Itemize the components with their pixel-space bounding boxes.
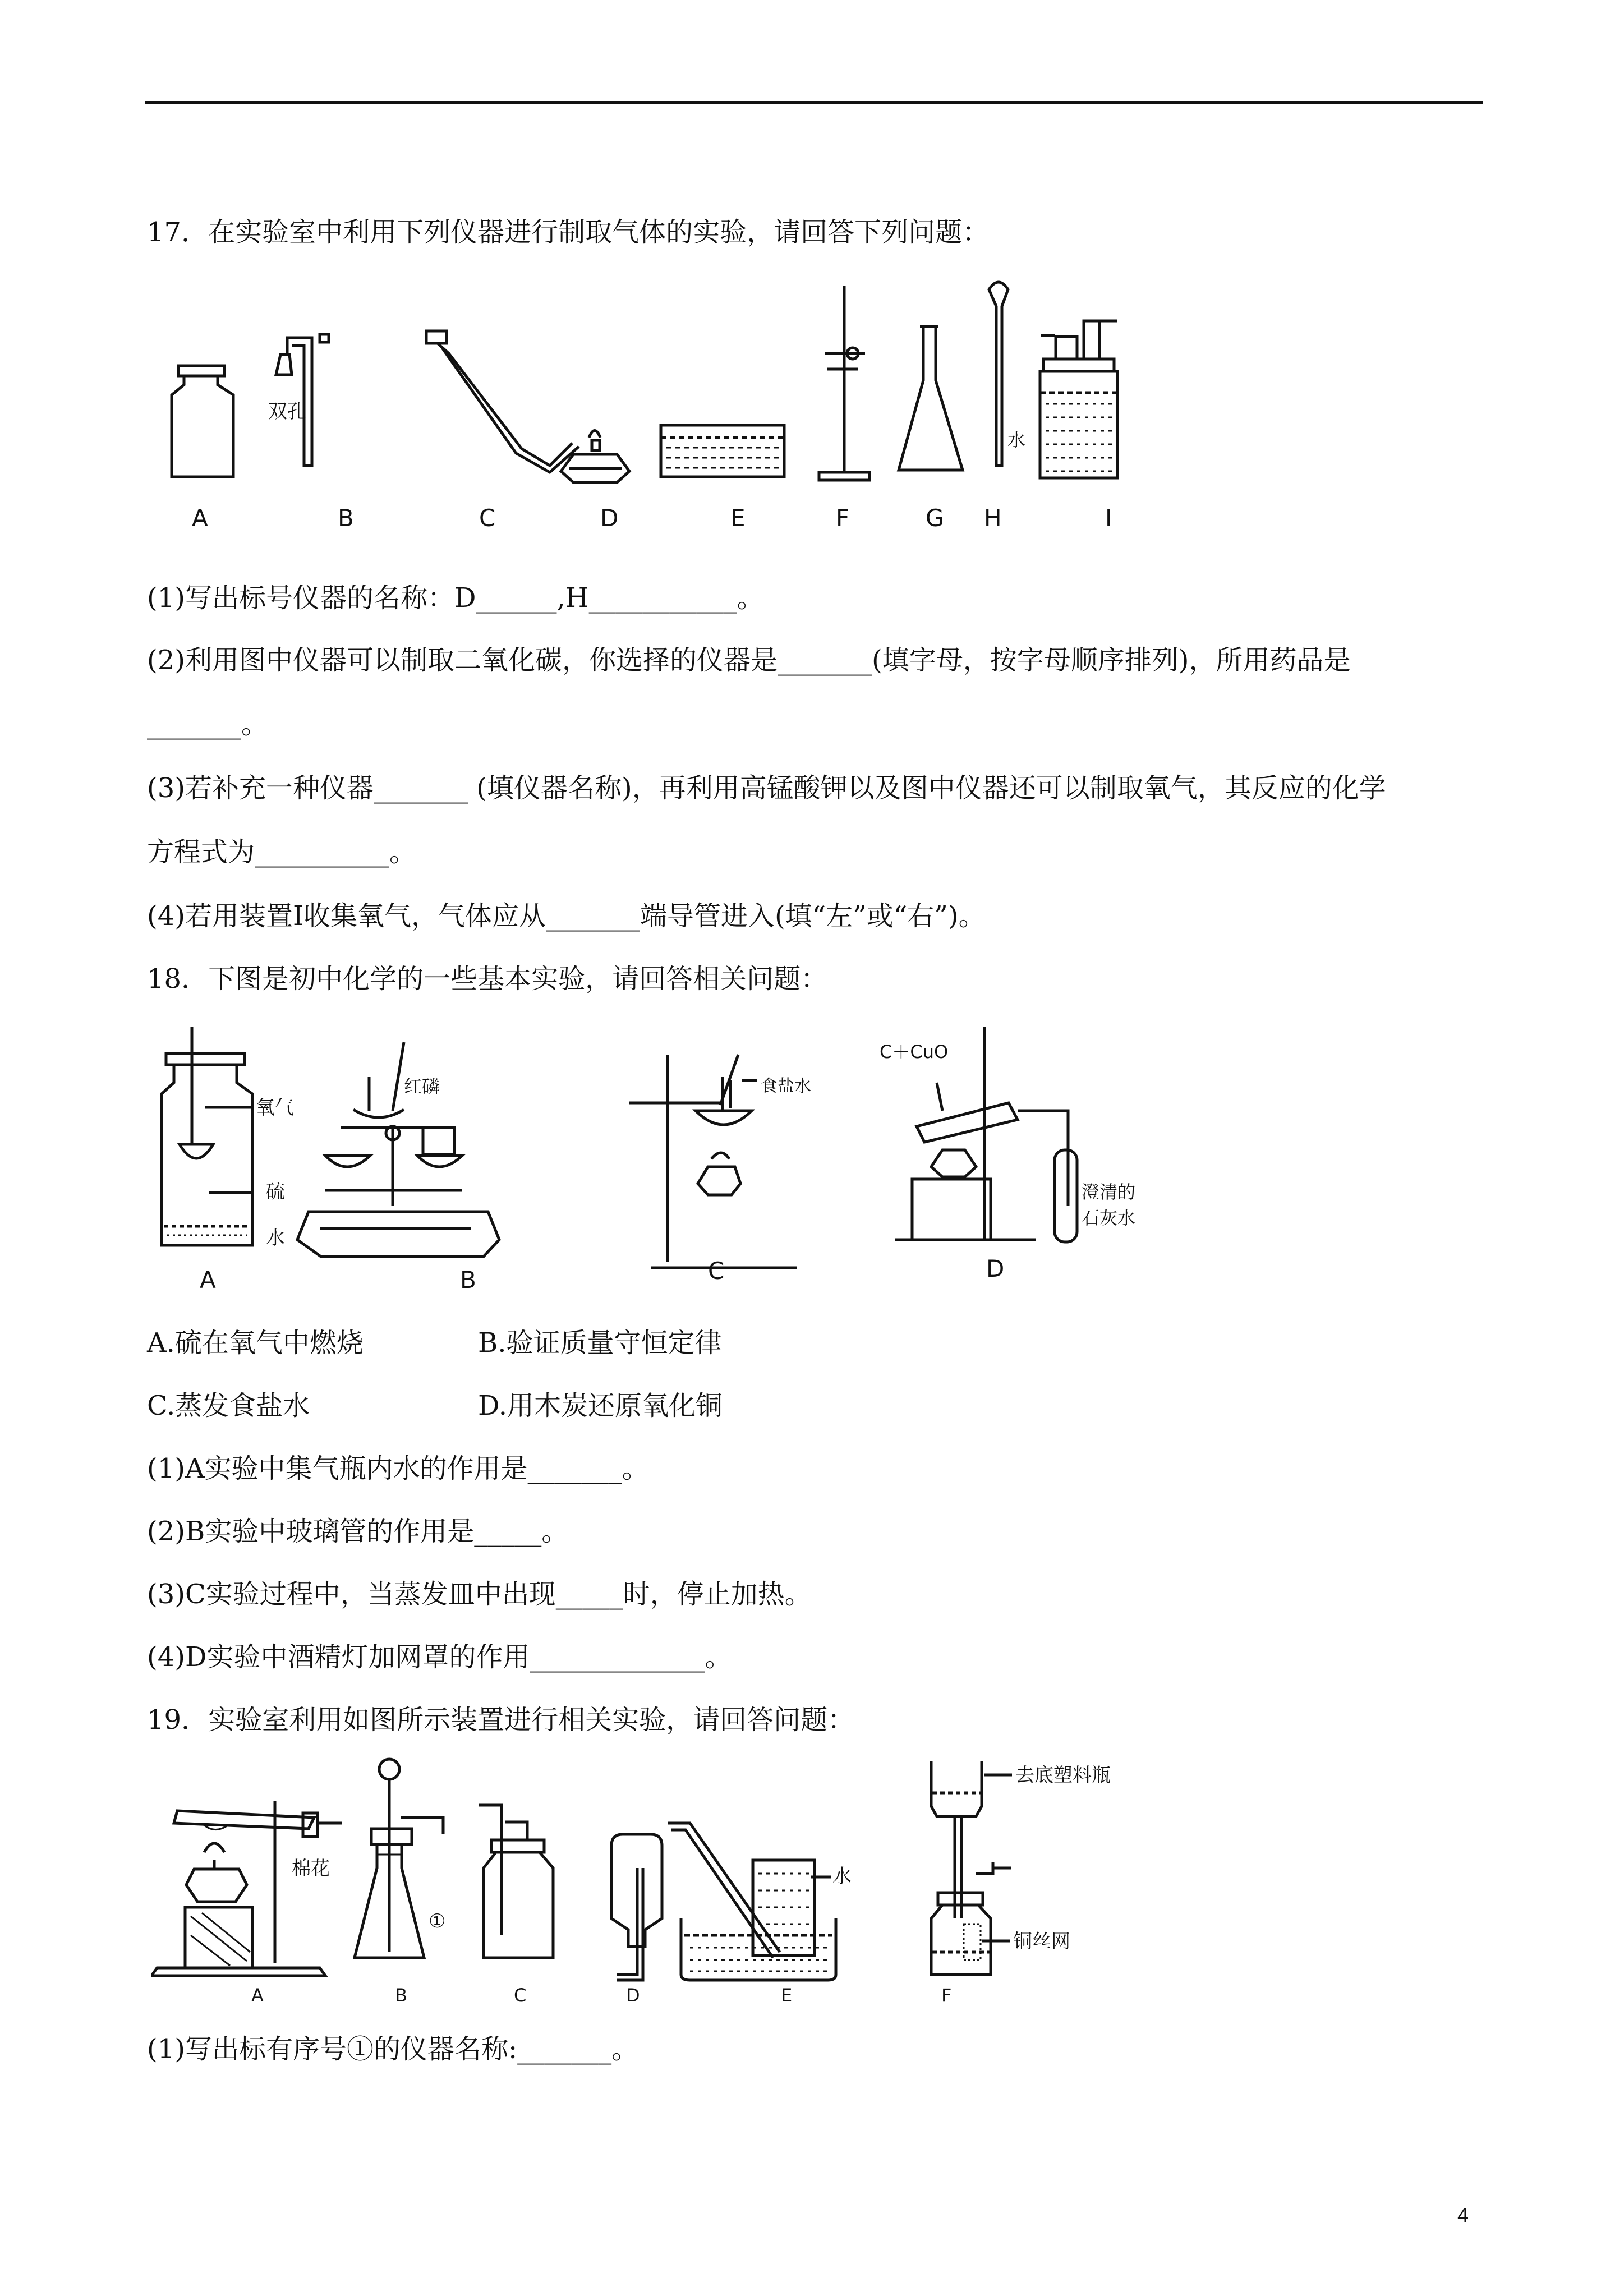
q18-label-shui: 水 xyxy=(266,1227,285,1249)
q18-label-c: C xyxy=(708,1257,725,1285)
q18-title: 18．下图是初中化学的一些基本实验，请回答相关问题： xyxy=(147,963,828,995)
q18-part4: (4)D实验中酒精灯加网罩的作用_____________。 xyxy=(147,1641,732,1673)
q18-part3: (3)C实验过程中，当蒸发皿中出现_____时，停止加热。 xyxy=(147,1579,812,1610)
q19-label-tongsi: 铜丝网 xyxy=(1013,1930,1070,1953)
q18-jar-a xyxy=(162,1027,252,1245)
q17-trough-e xyxy=(661,425,784,477)
q19-inverted-d xyxy=(611,1834,662,1980)
q18-label-liu: 硫 xyxy=(266,1181,285,1203)
q17-part3-line1: (3)若补充一种仪器_______ (填仪器名称)，再利用高锰酸钾以及图中仪器还可以制取氧气，其反应的化学 xyxy=(147,772,1386,804)
q17-conical-flask-g xyxy=(899,326,963,470)
q19-label-c: C xyxy=(514,1985,527,2006)
q17-funnel-h xyxy=(989,282,1008,466)
q17-label-a: A xyxy=(192,504,208,532)
page-number: 4 xyxy=(1457,2203,1469,2226)
q18-part2: (2)B实验中玻璃管的作用是_____。 xyxy=(147,1516,569,1547)
q19-label-e: E xyxy=(781,1985,793,2006)
q18-option-b: B.验证质量守恒定律 xyxy=(478,1327,722,1359)
q17-label-i: I xyxy=(1105,504,1112,532)
q18-label-shihuishui: 石灰水 xyxy=(1082,1207,1136,1228)
q18-balance-b xyxy=(297,1042,499,1257)
q19-label-a: A xyxy=(251,1985,264,2006)
q18-label-yangqi: 氧气 xyxy=(256,1097,294,1119)
q19-trough-e xyxy=(668,1823,836,1980)
q17-label-h: H xyxy=(984,504,1002,532)
q19-title: 19．实验室利用如图所示装置进行相关实验，请回答问题： xyxy=(147,1704,855,1736)
q18-experiments-figure xyxy=(157,1027,1167,1307)
q19-label-mianhua: 棉花 xyxy=(292,1857,330,1880)
q19-label-qudi: 去底塑料瓶 xyxy=(1015,1764,1111,1787)
q17-iron-stand-f xyxy=(819,286,869,480)
q19-apparatus-figure xyxy=(151,1750,1139,2008)
q19-part1: (1)写出标有序号①的仪器名称:_______。 xyxy=(147,2033,639,2065)
q17-label-shui: 水 xyxy=(1007,429,1026,450)
q18-label-a: A xyxy=(200,1266,216,1294)
q17-part1: (1)写出标号仪器的名称：D______,H___________。 xyxy=(147,582,764,614)
header-rule xyxy=(145,101,1483,104)
q19-label-shui: 水 xyxy=(832,1865,852,1888)
q17-label-e: E xyxy=(730,504,746,532)
q18-label-chengqing: 澄清的 xyxy=(1082,1181,1136,1203)
q19-label-b: B xyxy=(395,1985,407,2006)
q18-label-b: B xyxy=(460,1266,476,1294)
q17-apparatus-figure xyxy=(157,275,1195,539)
q19-label-circle1: ① xyxy=(429,1910,446,1932)
q17-label-f: F xyxy=(836,504,850,532)
q18-label-d: D xyxy=(986,1255,1005,1282)
q19-label-d: D xyxy=(626,1985,640,2006)
q17-alcohol-lamp-d xyxy=(561,431,629,483)
q18-option-c: C.蒸发食盐水 xyxy=(147,1390,310,1421)
q18-option-d: D.用木炭还原氧化铜 xyxy=(478,1390,723,1421)
q17-tube-c xyxy=(426,331,579,472)
q17-label-c: C xyxy=(479,504,496,532)
q17-label-d: D xyxy=(600,504,619,532)
q18-label-honglin: 红磷 xyxy=(404,1076,440,1097)
q17-part2-line1: (2)利用图中仪器可以制取二氧化碳，你选择的仪器是_______(填字母，按字母顺序排列)，所用药品是 xyxy=(147,645,1351,676)
q18-part1: (1)A实验中集气瓶内水的作用是_______。 xyxy=(147,1453,649,1484)
q17-part4: (4)若用装置Ⅰ收集氧气，气体应从_______端导管进入(填“左”或“右”)。 xyxy=(147,900,986,932)
q19-label-f: F xyxy=(941,1985,952,2006)
q17-label-g: G xyxy=(926,504,944,532)
q17-stopper-b xyxy=(276,334,329,466)
q17-title: 17．在实验室中利用下列仪器进行制取气体的实验，请回答下列问题： xyxy=(147,217,990,248)
q18-option-a: A.硫在氧气中燃烧 xyxy=(147,1327,364,1359)
q17-label-b: B xyxy=(338,504,354,532)
q17-gas-bottle-i xyxy=(1040,321,1117,478)
q19-heating-a xyxy=(151,1801,342,1976)
q19-bottle-c xyxy=(479,1805,553,1958)
q18-label-ccuo: C＋CuO xyxy=(880,1041,949,1062)
q17-part2-line2: _______。 xyxy=(147,708,269,740)
q17-label-shuangkong: 双孔 xyxy=(268,401,306,423)
q17-bottle-a xyxy=(172,366,233,477)
q18-label-shiyanshui: 食盐水 xyxy=(761,1076,811,1096)
q17-part3-line2: 方程式为__________。 xyxy=(147,836,417,868)
q19-device-f xyxy=(931,1761,1012,1975)
